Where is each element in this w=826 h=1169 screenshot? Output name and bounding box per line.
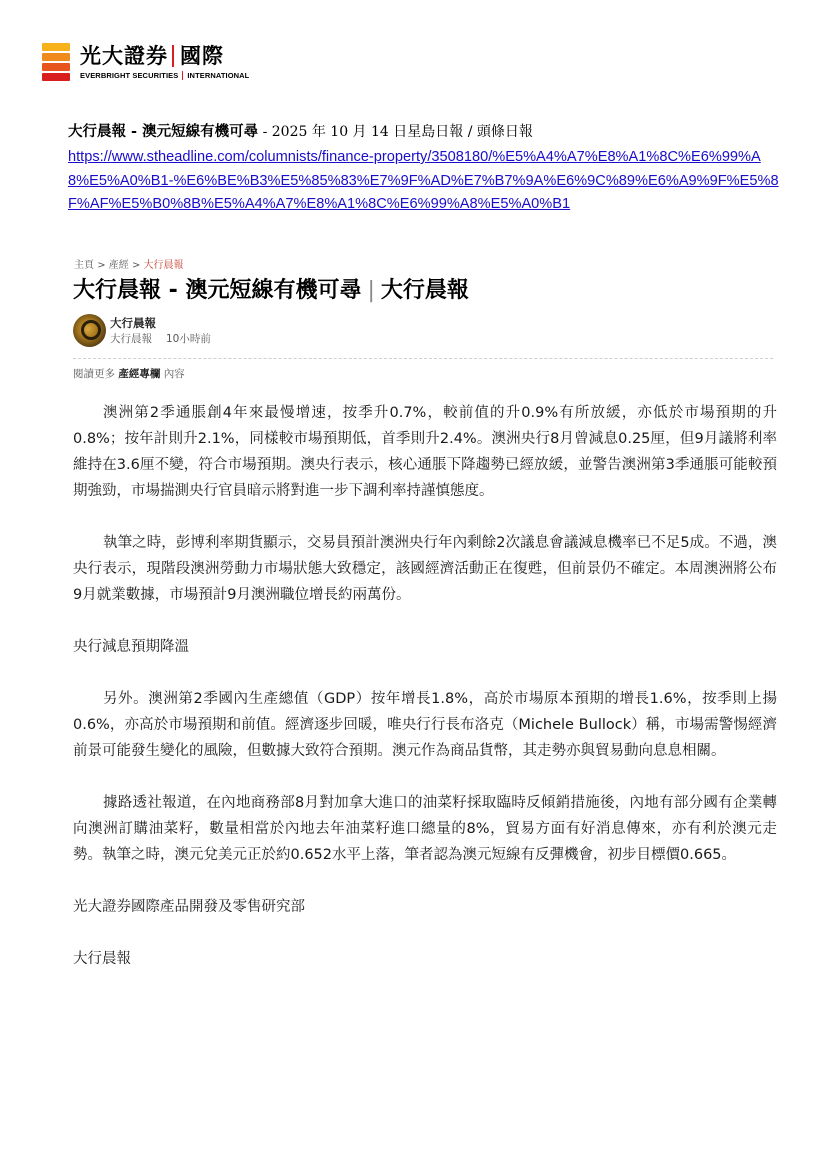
divider [73, 358, 773, 359]
citation-meta: - 2025 年 10 月 14 日星島日報 / 頭條日報 [258, 124, 533, 140]
paragraph: 另外。澳洲第2季國內生產總值（GDP）按年增長1.8%，高於市場原本預期的增長1.6%，按季則上揚0.6%，亦高於市場預期和前值。經濟逐步回暖，唯央行行長布洛克（Michele Bullock）稱，市場需警惕經濟前景可能發生變化的風險，但數據大致符合預期。澳元作為商品貨幣，其走勢亦與貿易動向息息相關。 [73, 691, 777, 759]
breadcrumb-current[interactable]: 大行晨報 [143, 260, 184, 271]
readmore-link[interactable]: 產經專欄 [118, 368, 161, 380]
company-logo [38, 40, 249, 84]
author-block [73, 314, 211, 347]
breadcrumb-section[interactable]: 產經 [108, 260, 129, 271]
source-url-link[interactable]: https://www.stheadline.com/columnists/finance-property/3508180/%E5%A4%A7%E8%A1%8C%E6%99%A8%E5%A0%B1-%E6%BE%B3%E5%85%83%E7%9F%AD%E7%B7%9A%E6%9C%89%E6%A9%9F%E5%8F%AF%E5%B0%8B%E5%A4%A7%E8%A1%8C%E6%99%A8%E5%A0%B1 [68, 149, 779, 212]
read-more-line [73, 366, 185, 381]
breadcrumb-separator: > [131, 260, 141, 271]
citation-title: 大行晨報 - 澳元短線有機可尋 [68, 124, 259, 140]
logo-cn-right: 國際 [180, 43, 224, 68]
logo-wordmark [80, 44, 249, 81]
signoff-department: 光大證券國際產品開發及零售研究部 [73, 899, 305, 915]
article-body [73, 400, 777, 998]
breadcrumb [74, 256, 184, 271]
readmore-suffix: 內容 [163, 368, 185, 380]
headline-column: 大行晨報 [380, 278, 469, 303]
section-subheading: 央行減息預期降溫 [73, 639, 189, 655]
author-meta [110, 331, 211, 347]
breadcrumb-separator: > [97, 260, 106, 271]
readmore-prefix: 閱讀更多 [73, 368, 115, 380]
paragraph: 據路透社報道，在內地商務部8月對加拿大進口的油菜籽採取臨時反傾銷措施後，內地有部分國有企業轉向澳洲訂購油菜籽，數量相當於內地去年油菜籽進口總量的8%，貿易方面有好消息傳來，亦有利於澳元走勢。執筆之時，澳元兌美元正於約0.652水平上落，筆者認為澳元短線有反彈機會，初步目標價0.665。 [73, 795, 777, 863]
logo-cn-left: 光大證券 [80, 43, 168, 68]
logo-en-left: EVERBRIGHT SECURITIES [80, 70, 179, 80]
logo-mark-icon [38, 41, 74, 83]
avatar[interactable] [73, 314, 106, 347]
breadcrumb-home[interactable]: 主頁 [74, 260, 94, 271]
paragraph: 澳洲第2季通脹創4年來最慢增速，按季升0.7%，較前值的升0.9%有所放緩，亦低於市場預期的升0.8%；按年計則升2.1%，同樣較市場預期低，首季則升2.4%。澳洲央行8月曾減息0.25厘，但9月議將利率維持在3.6厘不變，符合市場預期。澳央行表示，核心通脹下降趨勢已經放緩，並警告澳洲第3季通脹可能較預期強勁，市場揣測央行官員暗示將對進一步下調利率持謹慎態度。 [73, 405, 777, 499]
logo-en-divider [182, 71, 183, 80]
logo-divider [172, 45, 174, 67]
headline-main: 大行晨報 - 澳元短線有機可尋 [73, 278, 362, 303]
paragraph: 執筆之時，彭博利率期貨顯示，交易員預計澳洲央行年內剩餘2次議息會議減息機率已不足5成。不過，澳央行表示，現階段澳洲勞動力市場狀態大致穩定，該國經濟活動正在復甦，但前景仍不確定。本周澳洲將公布9月就業數據，市場預計9月澳洲職位增長約兩萬份。 [73, 535, 777, 603]
author-name[interactable]: 大行晨報 [110, 315, 156, 330]
author-column: 大行晨報 [110, 332, 152, 345]
logo-en-right: INTERNATIONAL [187, 70, 250, 80]
article-headline [73, 276, 469, 306]
citation-line [68, 120, 788, 143]
signoff-column: 大行晨報 [73, 951, 131, 967]
headline-pipe: | [367, 278, 375, 303]
publish-time: 10小時前 [166, 332, 211, 345]
